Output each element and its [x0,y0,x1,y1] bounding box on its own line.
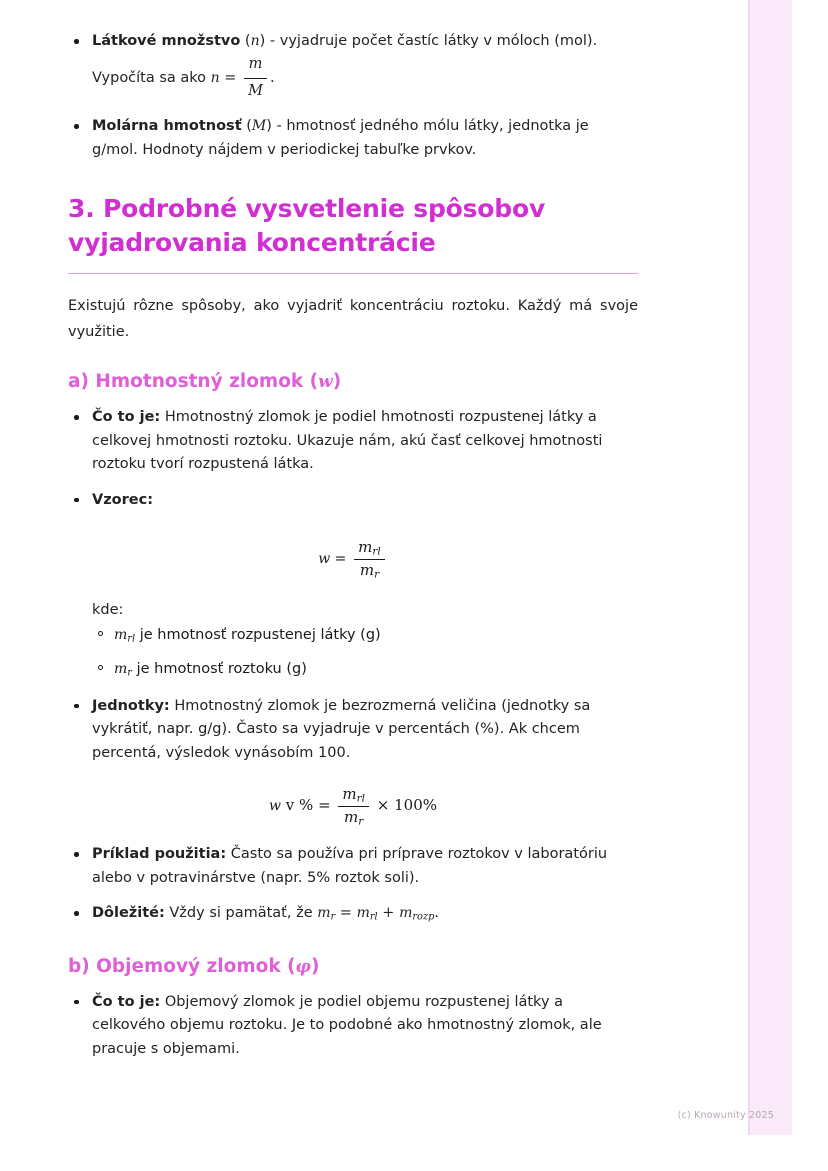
list-item [92,658,638,681]
list-item [68,902,638,925]
subsection-a-title-prefix: a) Hmotnostný zlomok ( [68,371,319,393]
math-symbol-M: M [251,118,267,135]
formula-denominator: M [248,82,263,99]
inline-formula-n: n = $\frac{m}{M}$ . [211,70,275,86]
formula-tail: . [434,905,439,922]
formula-fraction [338,785,369,827]
math-symbol-n: n [250,33,260,49]
formula-tail: . [269,70,275,87]
formula-lhs: w v % = [268,796,331,815]
list-item [68,406,638,476]
page-side-band [750,0,792,1135]
definition-symbol: $m_r$ [114,660,132,678]
section-heading: 3. Podrobné vysvetlenie spôsobov vyjadrovania koncentrácie [68,194,546,258]
list-item: Molárna hmotnosť (M) - hmotnosť jedného mólu látky, jednotka je g/mol. Hodnoty nájdem v periodickej tabuľke prvkov. [68,115,638,162]
definition-text: je hmotnosť rozpustenej látky (g) [139,627,381,644]
list-item [92,624,638,647]
subsection-a-symbol: w [318,372,333,393]
inline-formula-mass-sum: $m_r = m_{rl} + m_{rozp}$ [317,905,435,923]
bullet-text: Hmotnostný zlomok je podiel hmotnosti rozpustenej látky a celkovej hmotnosti roztoku. Ukazuje nám, akú časť celkovej hmotnosti roztoku tvorí rozpustená látka. [92,409,603,473]
subsection-b-heading [68,956,638,977]
bullet-text: ) - hmotnosť jedného mólu látky, jednotka je g/mol. Hodnoty nájdem v periodickej tabuľke prvkov. [92,118,589,158]
formula-fraction [354,538,385,580]
bullet-text: Často sa používa pri príprave roztokov v laboratóriu alebo v potravinárstve (napr. 5% roztok soli). [92,846,608,886]
term-label: Príklad použitia: [92,846,227,863]
list-item: Látkové množstvo (n) - vyjadruje počet častíc látky v móloch (mol). Vypočíta sa ako n = $\frac{m}{M}$ . [68,30,638,103]
page-side-band-edge [748,0,750,1135]
definition-text: je hmotnosť roztoku (g) [136,660,307,677]
intro-bullet-list [68,30,638,162]
definitions-list [68,624,638,680]
term-label: Dôležité: [92,905,165,922]
definitions-label: kde: [92,602,124,619]
subsection-b-title-prefix: b) Objemový zlomok ( [68,955,296,977]
subsection-a-title-suffix: ) [332,371,342,393]
formula-rhs: × 100% [376,796,437,815]
formula-numerator: m [244,53,267,78]
formula-denominator: $m_r$ [359,560,380,581]
formula-denominator: $m_r$ [344,807,364,828]
definition-symbol: $m_{rl}$ [114,627,136,645]
example-bullet-list [68,843,638,925]
page-footer: (c) Knowunity 2025 [677,1110,774,1121]
list-item [68,991,638,1061]
list-item [68,695,638,765]
subsection-b-symbol: φ [295,956,311,977]
formula-lhs: w = [318,551,347,568]
subsection-b-bullets [68,991,638,1061]
list-item [68,489,638,512]
bullet-text: Vždy si pamätať, že [169,905,313,922]
heading-divider [68,273,638,275]
formula-mass-fraction-percent [68,785,638,827]
subsection-b-title-suffix: ) [310,955,320,977]
term-label: Čo to je: [92,409,161,426]
bullet-text: Objemový zlomok je podiel objemu rozpustenej látky a celkového objemu roztoku. Je to podobné ako hmotnostný zlomok, ale pracuje s objemami. [92,993,602,1057]
section-paragraph: Existujú rôzne spôsoby, ako vyjadriť koncentráciu roztoku. Každý má svoje využitie. [68,298,638,340]
formula-mass-fraction [68,538,638,580]
bullet-text: ) - vyjadruje počet častíc látky v móloch (mol). Vypočíta sa ako [92,33,598,87]
term-label: Vzorec: [92,491,154,508]
units-bullet-list [68,695,638,765]
list-item [68,843,638,890]
formula-numerator: $m_{rl}$ [354,538,385,560]
subsection-a-heading [68,371,638,392]
bullet-text: Hmotnostný zlomok je bezrozmerná veličina (jednotky sa vykrátiť, napr. g/g). Často sa vyjadruje v percentách (%). Ak chcem percentá, výsledok vynásobím 100. [92,697,591,761]
subsection-a-bullets [68,406,638,512]
formula-numerator: $m_{rl}$ [338,785,369,807]
term-label: Jednotky: [92,697,170,714]
term-label: Čo to je: [92,993,161,1010]
document-content [68,30,638,1073]
term-label: Látkové množstvo [92,33,241,49]
term-label: Molárna hmotnosť [92,118,242,135]
